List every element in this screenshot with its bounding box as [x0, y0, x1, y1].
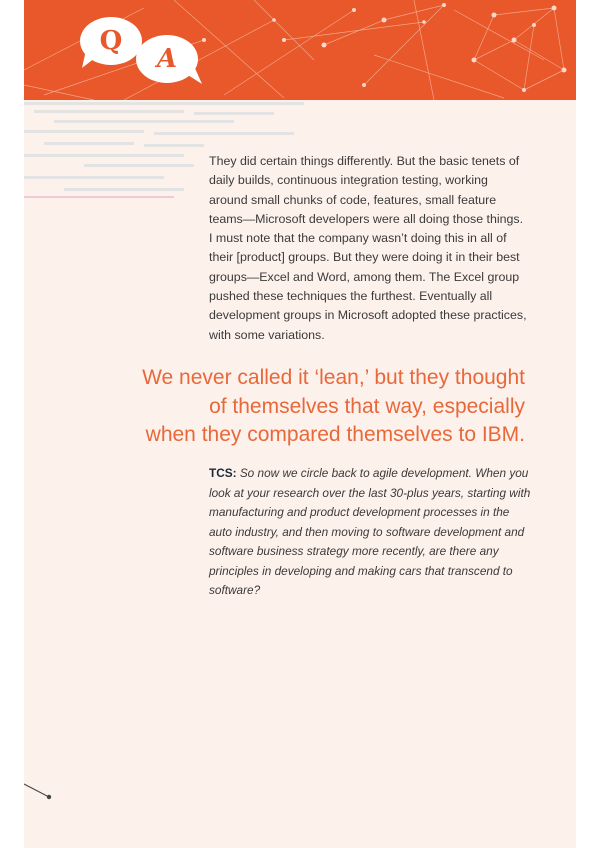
q-letter: Q [99, 26, 123, 56]
answer-paragraph: They did certain things differently. But the basic tenets of daily builds, continuous integration testing, working around small chunks of code, features, small feature teams—Microsoft developers were all doing those things. I must note that the company wasn’t doing this in all of their [product] groups. But they were doing it in their best groups—Excel and Word, among them. The Excel group pushed these techniques the furthest. Eventually all development groups in Microsoft adopted these practices, with some variations. [209, 154, 527, 342]
interviewer-question [209, 464, 534, 601]
pull-quote-line-3: when they compared themselves to IBM. [145, 423, 525, 446]
a-speech-bubble [136, 35, 198, 83]
pull-quote-line-2: of themselves that way, especially [209, 394, 525, 418]
pull-quote-line-1: We never called it ‘lean,’ but they thought [142, 366, 525, 389]
q-speech-bubble [80, 17, 142, 65]
speaker-label: TCS: [209, 466, 237, 480]
header-banner [24, 0, 576, 100]
decorative-corner-line [24, 780, 64, 804]
pull-quote [140, 364, 525, 450]
a-letter: A [156, 44, 178, 74]
question-text: So now we circle back to agile development. When you look at your research over the last 30-plus years, starting with manufacturing and product development processes in the auto industry, and then moving to software development and software business strategy more recently, are there any principles in developing and making cars that transcend to software? [209, 466, 531, 597]
